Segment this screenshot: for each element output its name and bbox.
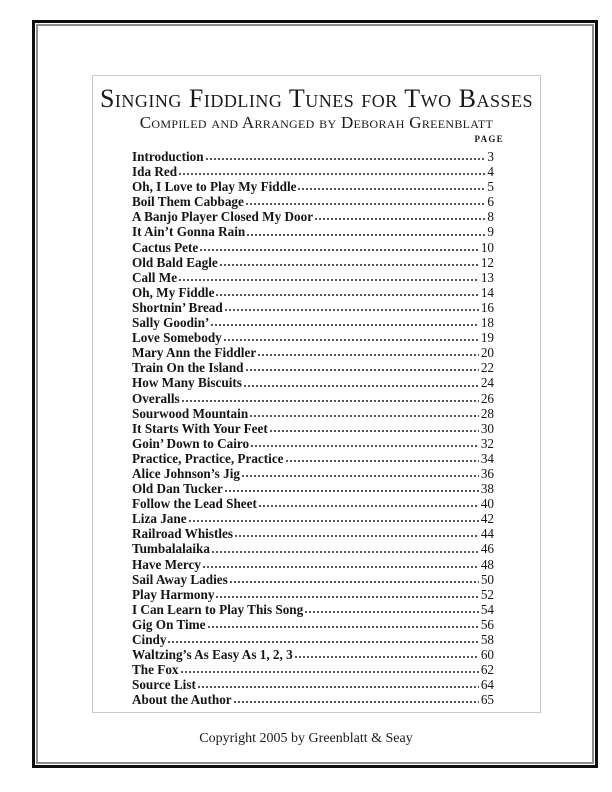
dot-leader bbox=[223, 330, 479, 345]
toc-entry-title: Practice, Practice, Practice bbox=[132, 450, 284, 466]
toc-row bbox=[132, 511, 494, 526]
toc-row bbox=[132, 406, 494, 421]
toc-entry-page: 42 bbox=[480, 511, 494, 527]
toc-entry-title: It Ain’t Gonna Rain bbox=[132, 224, 246, 240]
toc-row bbox=[132, 194, 494, 209]
table-of-contents-box bbox=[92, 75, 541, 713]
toc-row bbox=[132, 481, 494, 496]
toc-entry-page: 30 bbox=[480, 420, 494, 436]
toc-entry-title: Shortnin’ Bread bbox=[132, 299, 223, 315]
dot-leader bbox=[180, 662, 479, 677]
toc-entry-page: 64 bbox=[480, 677, 494, 693]
dot-leader bbox=[241, 466, 479, 481]
toc-entry-page: 32 bbox=[480, 435, 494, 451]
toc-row bbox=[132, 164, 494, 179]
toc-entry-page: 6 bbox=[487, 194, 494, 210]
dot-leader bbox=[199, 240, 479, 255]
toc-row bbox=[132, 300, 494, 315]
toc-row bbox=[132, 315, 494, 330]
toc-row bbox=[132, 602, 494, 617]
toc-entry-title: Liza Jane bbox=[132, 511, 187, 527]
toc-entry-title: How Many Biscuits bbox=[132, 375, 242, 391]
dot-leader bbox=[178, 164, 485, 179]
dot-leader bbox=[224, 481, 479, 496]
dot-leader bbox=[211, 541, 479, 556]
dot-leader bbox=[167, 632, 478, 647]
dot-leader bbox=[234, 526, 479, 541]
toc-entry-title: Old Bald Eagle bbox=[132, 254, 218, 270]
dot-leader bbox=[246, 224, 485, 239]
toc-entry-title: Oh, I Love to Play My Fiddle bbox=[132, 179, 297, 195]
toc-row bbox=[132, 677, 494, 692]
toc-row bbox=[132, 572, 494, 587]
toc-entry-title: Mary Ann the Fiddler bbox=[132, 345, 257, 361]
book-subtitle: Compiled and Arranged by Deborah Greenblatt bbox=[139, 113, 494, 132]
dot-leader bbox=[294, 647, 479, 662]
toc-entry-page: 65 bbox=[480, 692, 494, 708]
toc-row bbox=[132, 149, 494, 164]
toc-entry-page: 16 bbox=[480, 299, 494, 315]
toc-entry-page: 58 bbox=[480, 632, 494, 647]
toc-row bbox=[132, 345, 494, 360]
dot-leader bbox=[297, 179, 485, 194]
toc-row bbox=[132, 285, 494, 300]
toc-entry-title: Have Mercy bbox=[132, 556, 201, 572]
toc-row bbox=[132, 436, 494, 451]
toc-entry-title: It Starts With Your Feet bbox=[132, 420, 268, 436]
toc-entry-page: 26 bbox=[480, 390, 494, 406]
book-title: Singing Fiddling Tunes for Two Basses bbox=[99, 84, 534, 113]
dot-leader bbox=[215, 285, 478, 300]
dot-leader bbox=[233, 692, 479, 707]
toc-entry-title: Overalls bbox=[132, 390, 180, 406]
dot-leader bbox=[224, 300, 479, 315]
dot-leader bbox=[210, 315, 478, 330]
toc-entry-page: 10 bbox=[480, 239, 494, 255]
toc-row bbox=[132, 662, 494, 677]
toc-entry-title: Source List bbox=[132, 677, 196, 693]
toc-row bbox=[132, 617, 494, 632]
toc-row bbox=[132, 421, 494, 436]
toc-entry-page: 50 bbox=[480, 571, 494, 587]
toc-row bbox=[132, 360, 494, 375]
toc-entry-page: 28 bbox=[480, 405, 494, 421]
toc-entry-title: Tumbalalaika bbox=[132, 541, 210, 557]
dot-leader bbox=[207, 617, 479, 632]
toc-entry-title: Sail Away Ladies bbox=[132, 571, 228, 587]
toc-entry-title: Oh, My Fiddle bbox=[132, 284, 215, 300]
toc-entry-title: Old Dan Tucker bbox=[132, 481, 223, 497]
toc-row bbox=[132, 179, 494, 194]
toc-entry-title: Call Me bbox=[132, 269, 178, 285]
toc-entry-page: 8 bbox=[487, 209, 494, 225]
toc-entry-page: 44 bbox=[480, 526, 494, 542]
toc-entry-title: Cindy bbox=[132, 632, 167, 647]
toc-row bbox=[132, 330, 494, 345]
toc-row bbox=[132, 391, 494, 406]
dot-leader bbox=[229, 572, 479, 587]
toc-entry-title: Train On the Island bbox=[132, 360, 244, 376]
toc-row bbox=[132, 587, 494, 602]
dot-leader bbox=[202, 557, 479, 572]
toc-entry-title: The Fox bbox=[132, 662, 179, 678]
toc-entry-page: 19 bbox=[480, 330, 494, 346]
toc-entry-page: 52 bbox=[480, 586, 494, 602]
dot-leader bbox=[304, 602, 479, 617]
toc-entry-page: 48 bbox=[480, 556, 494, 572]
toc-row bbox=[132, 496, 494, 511]
toc-entry-title: Goin’ Down to Cairo bbox=[132, 435, 250, 451]
dot-leader bbox=[178, 270, 479, 285]
toc-row bbox=[132, 557, 494, 572]
toc-entry-title: Sourwood Mountain bbox=[132, 405, 249, 421]
toc-entry-page: 3 bbox=[487, 149, 494, 164]
toc-entry-page: 54 bbox=[480, 601, 494, 617]
toc-entry-page: 46 bbox=[480, 541, 494, 557]
toc-row bbox=[132, 692, 494, 707]
toc-entry-page: 14 bbox=[480, 284, 494, 300]
toc-entry-title: Introduction bbox=[132, 149, 204, 164]
toc-row bbox=[132, 255, 494, 270]
dot-leader bbox=[219, 255, 479, 270]
toc-entry-page: 20 bbox=[480, 345, 494, 361]
toc-entry-page: 60 bbox=[480, 647, 494, 663]
toc-entry-title: About the Author bbox=[132, 692, 232, 708]
toc-entry-title: Ida Red bbox=[132, 164, 178, 180]
toc-entry-title: A Banjo Player Closed My Door bbox=[132, 209, 314, 225]
toc-entry-page: 22 bbox=[480, 360, 494, 376]
toc-row bbox=[132, 647, 494, 662]
dot-leader bbox=[250, 436, 479, 451]
dot-leader bbox=[285, 451, 479, 466]
toc-entry-page: 36 bbox=[480, 465, 494, 481]
toc-entry-page: 62 bbox=[480, 662, 494, 678]
dot-leader bbox=[249, 406, 479, 421]
toc-entry-title: Gig On Time bbox=[132, 616, 206, 632]
toc-entry-title: Play Harmony bbox=[132, 586, 215, 602]
dot-leader bbox=[188, 511, 479, 526]
toc-row bbox=[132, 209, 494, 224]
toc-entry-title: Follow the Lead Sheet bbox=[132, 496, 257, 512]
toc-entry-page: 9 bbox=[487, 224, 494, 240]
toc-entry-title: Cactus Pete bbox=[132, 239, 199, 255]
dot-leader bbox=[215, 587, 478, 602]
toc-entry-title: I Can Learn to Play This Song bbox=[132, 601, 304, 617]
toc-entry-title: Sally Goodin’ bbox=[132, 315, 210, 331]
toc-entry-page: 12 bbox=[480, 254, 494, 270]
dot-leader bbox=[205, 149, 486, 164]
toc-row bbox=[132, 466, 494, 481]
toc-list bbox=[93, 149, 540, 707]
dot-leader bbox=[245, 194, 486, 209]
dot-leader bbox=[314, 209, 485, 224]
dot-leader bbox=[269, 421, 479, 436]
dot-leader bbox=[257, 345, 479, 360]
dot-leader bbox=[197, 677, 479, 692]
toc-entry-page: 38 bbox=[480, 481, 494, 497]
toc-row bbox=[132, 541, 494, 556]
toc-row bbox=[132, 270, 494, 285]
toc-entry-page: 13 bbox=[480, 269, 494, 285]
toc-entry-page: 34 bbox=[480, 450, 494, 466]
toc-entry-page: 40 bbox=[480, 496, 494, 512]
toc-entry-page: 56 bbox=[480, 616, 494, 632]
dot-leader bbox=[181, 391, 479, 406]
toc-entry-title: Boil Them Cabbage bbox=[132, 194, 244, 210]
toc-row bbox=[132, 526, 494, 541]
toc-entry-page: 24 bbox=[480, 375, 494, 391]
toc-row bbox=[132, 240, 494, 255]
toc-entry-page: 5 bbox=[487, 179, 494, 195]
toc-entry-title: Waltzing’s As Easy As 1, 2, 3 bbox=[132, 647, 293, 663]
toc-entry-page: 18 bbox=[480, 315, 494, 331]
dot-leader bbox=[258, 496, 479, 511]
dot-leader bbox=[245, 360, 479, 375]
toc-row bbox=[132, 375, 494, 390]
toc-entry-title: Alice Johnson’s Jig bbox=[132, 465, 240, 481]
toc-entry-title: Love Somebody bbox=[132, 330, 222, 346]
toc-entry-title: Railroad Whistles bbox=[132, 526, 233, 542]
toc-row bbox=[132, 632, 494, 647]
dot-leader bbox=[243, 375, 479, 390]
page-column-header: PAGE bbox=[474, 134, 504, 144]
toc-row bbox=[132, 451, 494, 466]
copyright-footer: Copyright 2005 by Greenblatt & Seay bbox=[199, 731, 413, 746]
toc-entry-page: 4 bbox=[487, 164, 494, 180]
toc-row bbox=[132, 224, 494, 239]
